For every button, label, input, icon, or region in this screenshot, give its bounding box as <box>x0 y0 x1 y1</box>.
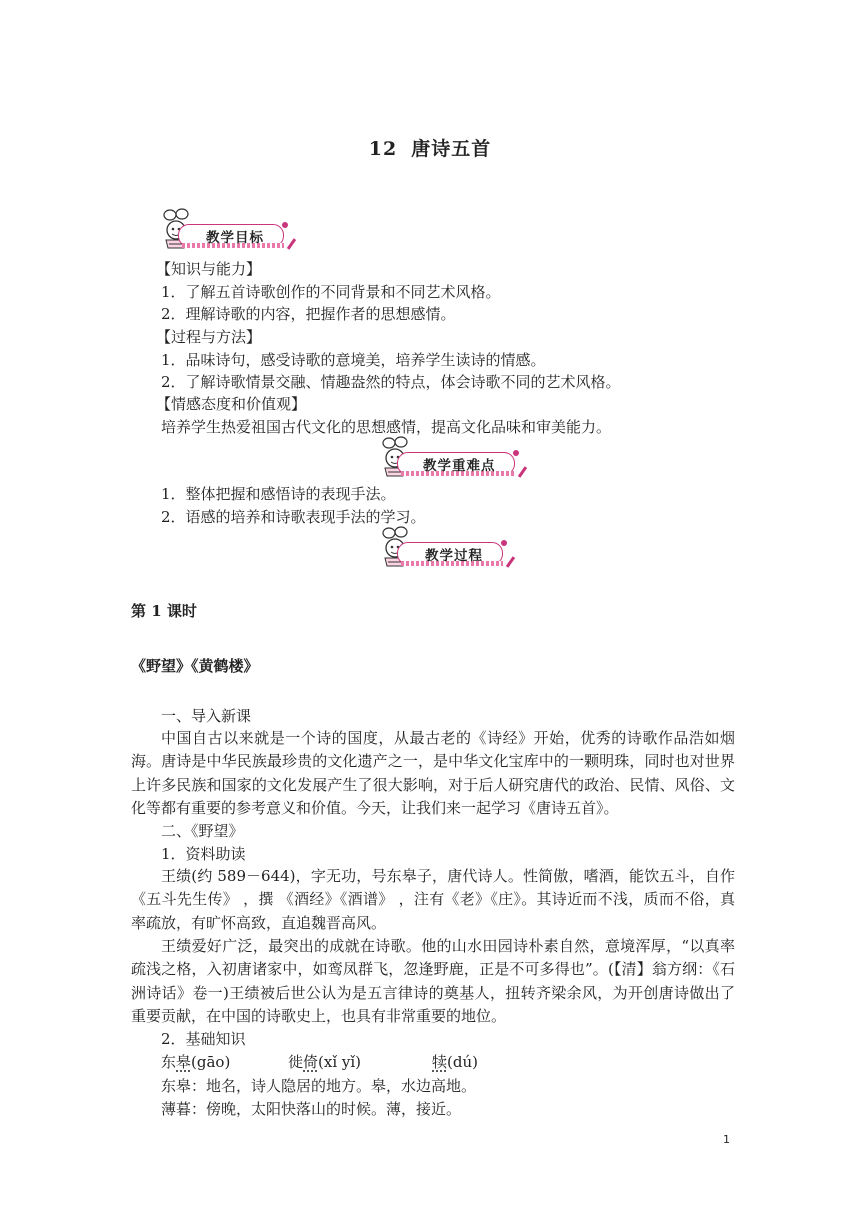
vocab-item-du: 犊(dú) <box>432 1053 478 1071</box>
definition-donggao: 东皋：地名，诗人隐居的地方。皋，水边高地。 <box>161 1077 477 1095</box>
objectives-heading-knowledge: 【知识与能力】 <box>156 260 262 278</box>
key-point-item: 2．语感的培养和诗歌表现手法的学习。 <box>161 508 426 526</box>
process-banner <box>377 524 517 574</box>
objectives-heading-values: 【情感态度和价值观】 <box>156 395 307 413</box>
key-point-item: 1．整体把握和感悟诗的表现手法。 <box>161 485 396 503</box>
bio-paragraph-2: 王绩爱好广泛，最突出的成就在诗歌。他的山水田园诗朴素自然，意境浑厚，“以真率疏浅之格，入初唐诸家中，如鸾凤群飞，忽逢野鹿，正是不可多得也”。(【清】翁方纲：《石洲诗话》卷一)王绩被后世公认为是五言律诗的奠基人，扭转齐梁余风，为开创唐诗做出了重要贡献，在中国的诗歌史上，也具有非常重要的地位。 <box>131 937 735 1026</box>
objective-item: 2．理解诗歌的内容，把握作者的思想感情。 <box>161 305 456 323</box>
objectives-banner-label: 教学目标 <box>206 230 264 246</box>
title-number: 12 <box>368 138 398 160</box>
page-number: 1 <box>723 1133 730 1146</box>
poems-heading: 《野望》《黄鹤楼》 <box>131 657 259 675</box>
objectives-banner <box>158 206 298 256</box>
title-text: 唐诗五首 <box>411 138 492 160</box>
objective-item: 2．了解诗歌情景交融、情趣盎然的特点，体会诗歌不同的艺术风格。 <box>161 373 621 391</box>
key-points-banner <box>377 434 527 484</box>
vocab-item-donggao: 东皋(gāo) <box>161 1053 231 1071</box>
subsection-heading-basics: 2．基础知识 <box>161 1030 246 1048</box>
subsection-heading-reading: 1．资料助读 <box>161 845 246 863</box>
objective-item: 1．品味诗句，感受诗歌的意境美，培养学生读诗的情感。 <box>161 351 546 369</box>
key-points-banner-label: 教学重难点 <box>423 458 496 474</box>
objectives-heading-process: 【过程与方法】 <box>156 328 262 346</box>
vocab-item-xiyi: 徙倚(xǐ yǐ) <box>288 1053 362 1071</box>
section-heading-yewang: 二、《野望》 <box>161 822 244 840</box>
objective-item: 培养学生热爱祖国古代文化的思想感情，提高文化品味和审美能力。 <box>161 418 612 436</box>
lesson-heading: 第 1 课时 <box>131 602 197 620</box>
objective-item: 1．了解五首诗歌创作的不同背景和不同艺术风格。 <box>161 283 501 301</box>
intro-paragraph: 中国自古以来就是一个诗的国度，从最古老的《诗经》开始，优秀的诗歌作品浩如烟海。唐诗是中华民族最珍贵的文化遗产之一，是中华文化宝库中的一颗明珠，同时也对世界上许多民族和国家的文化发展产生了很大影响，对于后人研究唐代的政治、民情、风俗、文化等都有重要的参考意义和价值。今天，让我们来一起学习《唐诗五首》。 <box>131 729 735 818</box>
section-heading-intro: 一、导入新课 <box>161 707 252 725</box>
bio-paragraph-1: 王绩(约 589－644)，字无功，号东皋子，唐代诗人。性简傲，嗜酒，能饮五斗，自作《五斗先生传》 ，撰 《酒经》《酒谱》 ，注有《老》《庄》。其诗近而不浅，质而不俗，真率疏放，有旷怀高致，直追魏晋高风。 <box>131 867 735 932</box>
definition-bomu: 薄暮：傍晚，太阳快落山的时候。薄，接近。 <box>161 1100 462 1118</box>
page-title <box>0 134 860 161</box>
process-banner-label: 教学过程 <box>425 548 483 564</box>
